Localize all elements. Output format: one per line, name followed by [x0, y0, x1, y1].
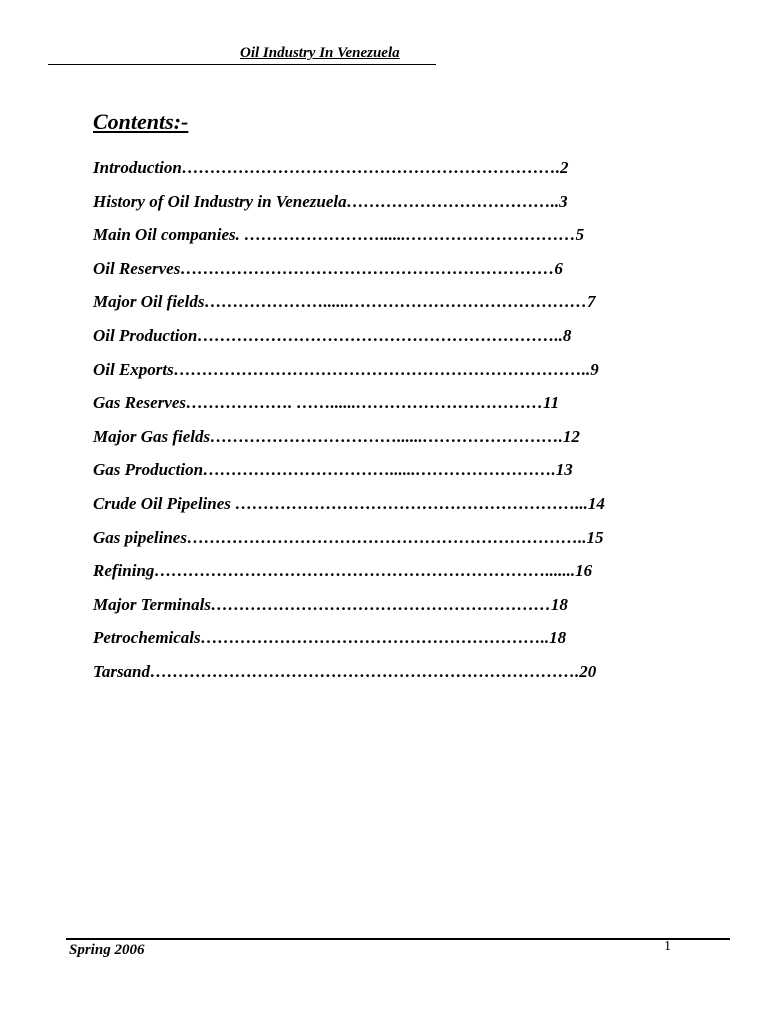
toc-entry-petrochemicals: Petrochemicals……………………………………………………..18 — [93, 628, 567, 648]
toc-entry-major-oil-fields: Major Oil fields…………………......……………………………………7 — [93, 292, 596, 312]
toc-entry-major-terminals: Major Terminals……………………………………………………18 — [93, 594, 568, 614]
toc-entry-history: History of Oil Industry in Venezuela………………………………..3 — [93, 191, 568, 211]
footer-rule — [66, 938, 730, 940]
toc-entry-main-oil-companies: Main Oil companies. ……………………......…………………………5 — [93, 225, 585, 245]
toc-entry-major-gas-fields: Major Gas fields……………………………......…………………….12 — [93, 426, 580, 446]
toc-entry-gas-pipelines: Gas pipelines……………………………………………………………..15 — [93, 527, 604, 547]
toc-entry-gas-production: Gas Production……………………………......…………………….13 — [93, 460, 573, 480]
toc-entry-refining: Refining…………………………………………………………….......16 — [93, 561, 593, 581]
toc-entry-tarsand: Tarsand………………………………………………………………….20 — [93, 661, 597, 681]
toc-entry-gas-reserves: Gas Reserves………………. ……......……………………………11 — [93, 393, 560, 413]
toc-entry-oil-exports: Oil Exports………………………………………………………………..9 — [93, 359, 599, 379]
toc-entry-introduction: Introduction………………………………………………………….2 — [93, 158, 569, 177]
table-of-contents — [93, 157, 605, 695]
header-title: Oil Industry In Venezuela — [240, 45, 400, 61]
toc-entry-oil-production: Oil Production………………………………………………………..8 — [93, 325, 572, 345]
page-number: 1 — [664, 939, 671, 954]
toc-entry-oil-reserves: Oil Reserves…………………………………………………………6 — [93, 258, 563, 278]
contents-heading: Contents:- — [93, 109, 189, 134]
footer-text: Spring 2006 — [69, 942, 145, 958]
toc-entry-crude-oil-pipelines: Crude Oil Pipelines ……………………………………………………...14 — [93, 493, 605, 513]
page-header — [48, 42, 436, 65]
